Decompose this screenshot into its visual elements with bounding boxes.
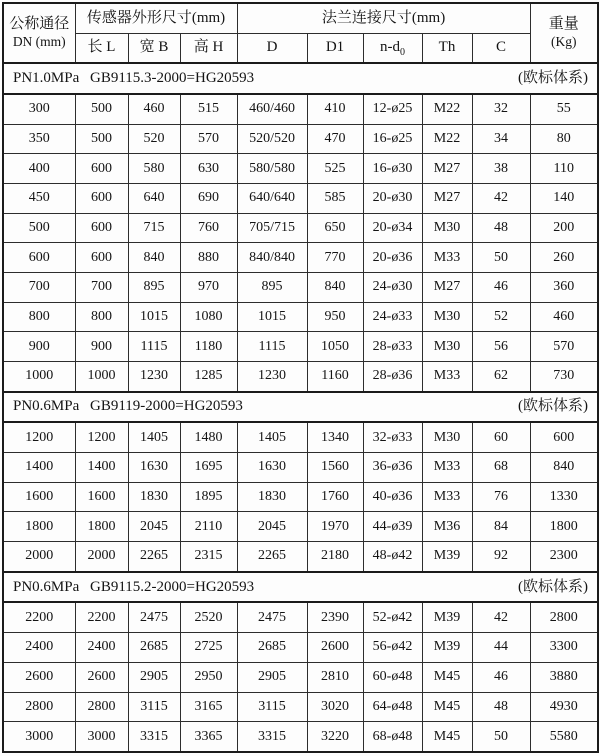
data-cell: M39 xyxy=(422,542,472,572)
table-row xyxy=(3,602,598,632)
data-cell: 1480 xyxy=(180,422,237,452)
data-cell: 3165 xyxy=(180,692,237,722)
data-cell: 12-ø25 xyxy=(363,94,422,124)
data-cell: 1230 xyxy=(237,362,307,392)
data-cell: M36 xyxy=(422,512,472,542)
data-cell: 1200 xyxy=(3,422,75,452)
table-row xyxy=(3,722,598,752)
data-cell: 350 xyxy=(3,124,75,154)
data-cell: 470 xyxy=(307,124,363,154)
data-cell: M30 xyxy=(422,302,472,332)
data-cell: 3880 xyxy=(530,662,598,692)
data-cell: 1200 xyxy=(75,422,128,452)
data-cell: 1800 xyxy=(75,512,128,542)
table-row xyxy=(3,482,598,512)
data-cell: M45 xyxy=(422,692,472,722)
data-cell: M27 xyxy=(422,154,472,184)
data-cell: 2685 xyxy=(237,633,307,663)
data-cell: M22 xyxy=(422,124,472,154)
data-cell: 1160 xyxy=(307,362,363,392)
data-cell: 2045 xyxy=(237,512,307,542)
data-cell: 2905 xyxy=(128,662,180,692)
data-cell: 80 xyxy=(530,124,598,154)
table-row xyxy=(3,302,598,332)
table-row xyxy=(3,422,598,452)
data-cell: 895 xyxy=(237,273,307,303)
data-cell: 3315 xyxy=(128,722,180,752)
data-cell: 20-ø30 xyxy=(363,184,422,214)
data-cell: 50 xyxy=(472,243,530,273)
section-row xyxy=(3,572,598,603)
data-cell: 140 xyxy=(530,184,598,214)
data-cell: 800 xyxy=(75,302,128,332)
data-cell: 1895 xyxy=(180,482,237,512)
data-cell: 28-ø33 xyxy=(363,332,422,362)
data-cell: 2300 xyxy=(530,542,598,572)
header-row-groups xyxy=(3,3,598,33)
data-cell: 450 xyxy=(3,184,75,214)
data-cell: 1400 xyxy=(3,453,75,483)
data-cell: 410 xyxy=(307,94,363,124)
data-cell: 24-ø30 xyxy=(363,273,422,303)
data-cell: 520/520 xyxy=(237,124,307,154)
data-cell: 84 xyxy=(472,512,530,542)
data-cell: 600 xyxy=(75,213,128,243)
data-cell: 1285 xyxy=(180,362,237,392)
data-cell: 570 xyxy=(530,332,598,362)
data-cell: 1115 xyxy=(237,332,307,362)
data-cell: 2200 xyxy=(3,602,75,632)
data-cell: 200 xyxy=(530,213,598,243)
section-note-label: (欧标体系) xyxy=(518,398,589,415)
data-cell: 2475 xyxy=(128,602,180,632)
data-cell: 600 xyxy=(75,184,128,214)
section-row xyxy=(3,392,598,423)
data-cell: 2045 xyxy=(128,512,180,542)
data-cell: 360 xyxy=(530,273,598,303)
header-row-columns xyxy=(3,33,598,63)
data-cell: 3020 xyxy=(307,692,363,722)
table-row xyxy=(3,124,598,154)
data-cell: 840/840 xyxy=(237,243,307,273)
data-cell: 42 xyxy=(472,184,530,214)
data-cell: 640 xyxy=(128,184,180,214)
data-cell: M33 xyxy=(422,243,472,273)
data-cell: 950 xyxy=(307,302,363,332)
data-cell: 2600 xyxy=(3,662,75,692)
data-cell: M45 xyxy=(422,662,472,692)
data-cell: 1630 xyxy=(128,453,180,483)
data-cell: 34 xyxy=(472,124,530,154)
data-cell: 36-ø36 xyxy=(363,453,422,483)
data-cell: 60-ø48 xyxy=(363,662,422,692)
data-cell: 46 xyxy=(472,273,530,303)
data-cell: 300 xyxy=(3,94,75,124)
section-pressure-label: PN0.6MPa xyxy=(13,578,80,595)
data-cell: 715 xyxy=(128,213,180,243)
data-cell: 46 xyxy=(472,662,530,692)
data-cell: 55 xyxy=(530,94,598,124)
data-cell: 76 xyxy=(472,482,530,512)
table-row xyxy=(3,273,598,303)
header-weight-label: 重量 xyxy=(548,16,579,33)
data-cell: 3115 xyxy=(128,692,180,722)
data-cell: 3220 xyxy=(307,722,363,752)
data-cell: 2905 xyxy=(237,662,307,692)
table-row xyxy=(3,662,598,692)
table-row xyxy=(3,633,598,663)
data-cell: 2200 xyxy=(75,602,128,632)
data-cell: M30 xyxy=(422,213,472,243)
data-cell: 48-ø42 xyxy=(363,542,422,572)
data-cell: 460 xyxy=(128,94,180,124)
header-weight-unit: (Kg) xyxy=(551,34,577,50)
header-col-c: C xyxy=(472,33,530,63)
section-standard-label: GB9115.3-2000=HG20593 xyxy=(90,70,255,87)
data-cell: 2725 xyxy=(180,633,237,663)
data-cell: 400 xyxy=(3,154,75,184)
data-cell: 32 xyxy=(472,94,530,124)
data-cell: 48 xyxy=(472,692,530,722)
data-cell: M45 xyxy=(422,722,472,752)
data-cell: M39 xyxy=(422,633,472,663)
table-body xyxy=(3,3,598,752)
data-cell: 1830 xyxy=(128,482,180,512)
data-cell: 32-ø33 xyxy=(363,422,422,452)
data-cell: 2180 xyxy=(307,542,363,572)
data-cell: 770 xyxy=(307,243,363,273)
header-col-th: Th xyxy=(422,33,472,63)
data-cell: 2950 xyxy=(180,662,237,692)
data-cell: 16-ø25 xyxy=(363,124,422,154)
data-cell: 1405 xyxy=(237,422,307,452)
data-cell: 28-ø36 xyxy=(363,362,422,392)
data-cell: 2000 xyxy=(3,542,75,572)
data-cell: 1180 xyxy=(180,332,237,362)
data-cell: 38 xyxy=(472,154,530,184)
data-cell: 895 xyxy=(128,273,180,303)
data-cell: 3365 xyxy=(180,722,237,752)
header-flange-group: 法兰连接尺寸(mm) xyxy=(237,3,530,33)
data-cell: M22 xyxy=(422,94,472,124)
data-cell: 1400 xyxy=(75,453,128,483)
data-cell: 50 xyxy=(472,722,530,752)
data-cell: 2400 xyxy=(3,633,75,663)
data-cell: 62 xyxy=(472,362,530,392)
data-cell: 1080 xyxy=(180,302,237,332)
data-cell: 1830 xyxy=(237,482,307,512)
data-cell: 730 xyxy=(530,362,598,392)
data-cell: 1405 xyxy=(128,422,180,452)
data-cell: 3300 xyxy=(530,633,598,663)
data-cell: 20-ø34 xyxy=(363,213,422,243)
data-cell: 2685 xyxy=(128,633,180,663)
data-cell: 20-ø36 xyxy=(363,243,422,273)
table-row xyxy=(3,362,598,392)
data-cell: 640/640 xyxy=(237,184,307,214)
data-cell: 260 xyxy=(530,243,598,273)
data-cell: 525 xyxy=(307,154,363,184)
header-col-width: 宽 B xyxy=(128,33,180,63)
data-cell: 44 xyxy=(472,633,530,663)
data-cell: 2800 xyxy=(75,692,128,722)
table-row xyxy=(3,453,598,483)
data-cell: 1115 xyxy=(128,332,180,362)
data-cell: 92 xyxy=(472,542,530,572)
data-cell: 1800 xyxy=(530,512,598,542)
data-cell: 600 xyxy=(75,154,128,184)
data-cell: M27 xyxy=(422,184,472,214)
data-cell: 900 xyxy=(3,332,75,362)
data-cell: 1630 xyxy=(237,453,307,483)
data-cell: 520 xyxy=(128,124,180,154)
header-weight xyxy=(530,3,598,63)
data-cell: 800 xyxy=(3,302,75,332)
data-cell: 2800 xyxy=(3,692,75,722)
data-cell: 3315 xyxy=(237,722,307,752)
data-cell: 44-ø39 xyxy=(363,512,422,542)
data-cell: M33 xyxy=(422,482,472,512)
data-cell: 2265 xyxy=(237,542,307,572)
data-cell: 570 xyxy=(180,124,237,154)
data-cell: M33 xyxy=(422,362,472,392)
data-cell: 2600 xyxy=(75,662,128,692)
data-cell: 52-ø42 xyxy=(363,602,422,632)
data-cell: 2520 xyxy=(180,602,237,632)
data-cell: 16-ø30 xyxy=(363,154,422,184)
data-cell: 600 xyxy=(75,243,128,273)
data-cell: 4930 xyxy=(530,692,598,722)
table-row xyxy=(3,243,598,273)
data-cell: 880 xyxy=(180,243,237,273)
data-cell: 840 xyxy=(128,243,180,273)
data-cell: 56-ø42 xyxy=(363,633,422,663)
section-standard-label: GB9115.2-2000=HG20593 xyxy=(90,578,255,595)
data-cell: 840 xyxy=(307,273,363,303)
data-cell: M33 xyxy=(422,453,472,483)
data-cell: M39 xyxy=(422,602,472,632)
data-cell: 600 xyxy=(530,422,598,452)
table-row xyxy=(3,542,598,572)
section-pressure-label: PN0.6MPa xyxy=(13,398,80,415)
table-row xyxy=(3,213,598,243)
data-cell: 840 xyxy=(530,453,598,483)
data-cell: M27 xyxy=(422,273,472,303)
data-cell: 630 xyxy=(180,154,237,184)
data-cell: 650 xyxy=(307,213,363,243)
data-cell: 1015 xyxy=(128,302,180,332)
table-row xyxy=(3,512,598,542)
header-col-length: 长 L xyxy=(75,33,128,63)
dimension-table xyxy=(2,2,599,753)
header-dn-unit: DN (mm) xyxy=(12,34,66,50)
table-row xyxy=(3,184,598,214)
data-cell: 1050 xyxy=(307,332,363,362)
data-cell: 500 xyxy=(75,94,128,124)
data-cell: 40-ø36 xyxy=(363,482,422,512)
data-cell: 460 xyxy=(530,302,598,332)
data-cell: 1560 xyxy=(307,453,363,483)
data-cell: 2600 xyxy=(307,633,363,663)
header-col-d: D xyxy=(237,33,307,63)
section-note-label: (欧标体系) xyxy=(518,578,589,595)
data-cell: 1600 xyxy=(3,482,75,512)
data-cell: 2265 xyxy=(128,542,180,572)
data-cell: 2390 xyxy=(307,602,363,632)
data-cell: 600 xyxy=(3,243,75,273)
data-cell: M30 xyxy=(422,422,472,452)
header-col-height: 高 H xyxy=(180,33,237,63)
data-cell: 2800 xyxy=(530,602,598,632)
data-cell: 1600 xyxy=(75,482,128,512)
section-row xyxy=(3,63,598,94)
table-row xyxy=(3,154,598,184)
header-col-nd0: $n-d_0$ xyxy=(363,33,422,63)
data-cell: 700 xyxy=(75,273,128,303)
data-cell: 1330 xyxy=(530,482,598,512)
data-cell: 1000 xyxy=(3,362,75,392)
section-pressure-label: PN1.0MPa xyxy=(13,70,80,87)
section-standard-label: GB9119-2000=HG20593 xyxy=(90,398,243,415)
header-dn xyxy=(3,3,75,63)
data-cell: 110 xyxy=(530,154,598,184)
data-cell: 970 xyxy=(180,273,237,303)
data-cell: 700 xyxy=(3,273,75,303)
data-cell: 68-ø48 xyxy=(363,722,422,752)
data-cell: 24-ø33 xyxy=(363,302,422,332)
data-cell: 2475 xyxy=(237,602,307,632)
data-cell: 60 xyxy=(472,422,530,452)
data-cell: 580/580 xyxy=(237,154,307,184)
data-cell: 3115 xyxy=(237,692,307,722)
data-cell: 68 xyxy=(472,453,530,483)
data-cell: 760 xyxy=(180,213,237,243)
header-dn-label: 公称通径 xyxy=(9,16,70,33)
header-sensor-group: 传感器外形尺寸(mm) xyxy=(75,3,237,33)
data-cell: 2000 xyxy=(75,542,128,572)
data-cell: 2810 xyxy=(307,662,363,692)
data-cell: 5580 xyxy=(530,722,598,752)
data-cell: 1760 xyxy=(307,482,363,512)
data-cell: 1340 xyxy=(307,422,363,452)
data-cell: 580 xyxy=(128,154,180,184)
data-cell: 690 xyxy=(180,184,237,214)
data-cell: 1000 xyxy=(75,362,128,392)
data-cell: 3000 xyxy=(3,722,75,752)
table-row xyxy=(3,94,598,124)
section-note-label: (欧标体系) xyxy=(518,70,589,87)
data-cell: 460/460 xyxy=(237,94,307,124)
data-cell: 500 xyxy=(75,124,128,154)
data-cell: 900 xyxy=(75,332,128,362)
data-cell: 52 xyxy=(472,302,530,332)
data-cell: 1015 xyxy=(237,302,307,332)
data-cell: M30 xyxy=(422,332,472,362)
data-cell: 2315 xyxy=(180,542,237,572)
data-cell: 1800 xyxy=(3,512,75,542)
table-row xyxy=(3,332,598,362)
data-cell: 3000 xyxy=(75,722,128,752)
data-cell: 48 xyxy=(472,213,530,243)
data-cell: 500 xyxy=(3,213,75,243)
data-cell: 1230 xyxy=(128,362,180,392)
data-cell: 1970 xyxy=(307,512,363,542)
table-row xyxy=(3,692,598,722)
header-col-d1: D1 xyxy=(307,33,363,63)
data-cell: 705/715 xyxy=(237,213,307,243)
data-cell: 42 xyxy=(472,602,530,632)
data-cell: 1695 xyxy=(180,453,237,483)
data-cell: 2400 xyxy=(75,633,128,663)
data-cell: 2110 xyxy=(180,512,237,542)
data-cell: 56 xyxy=(472,332,530,362)
data-cell: 64-ø48 xyxy=(363,692,422,722)
data-cell: 515 xyxy=(180,94,237,124)
data-cell: 585 xyxy=(307,184,363,214)
